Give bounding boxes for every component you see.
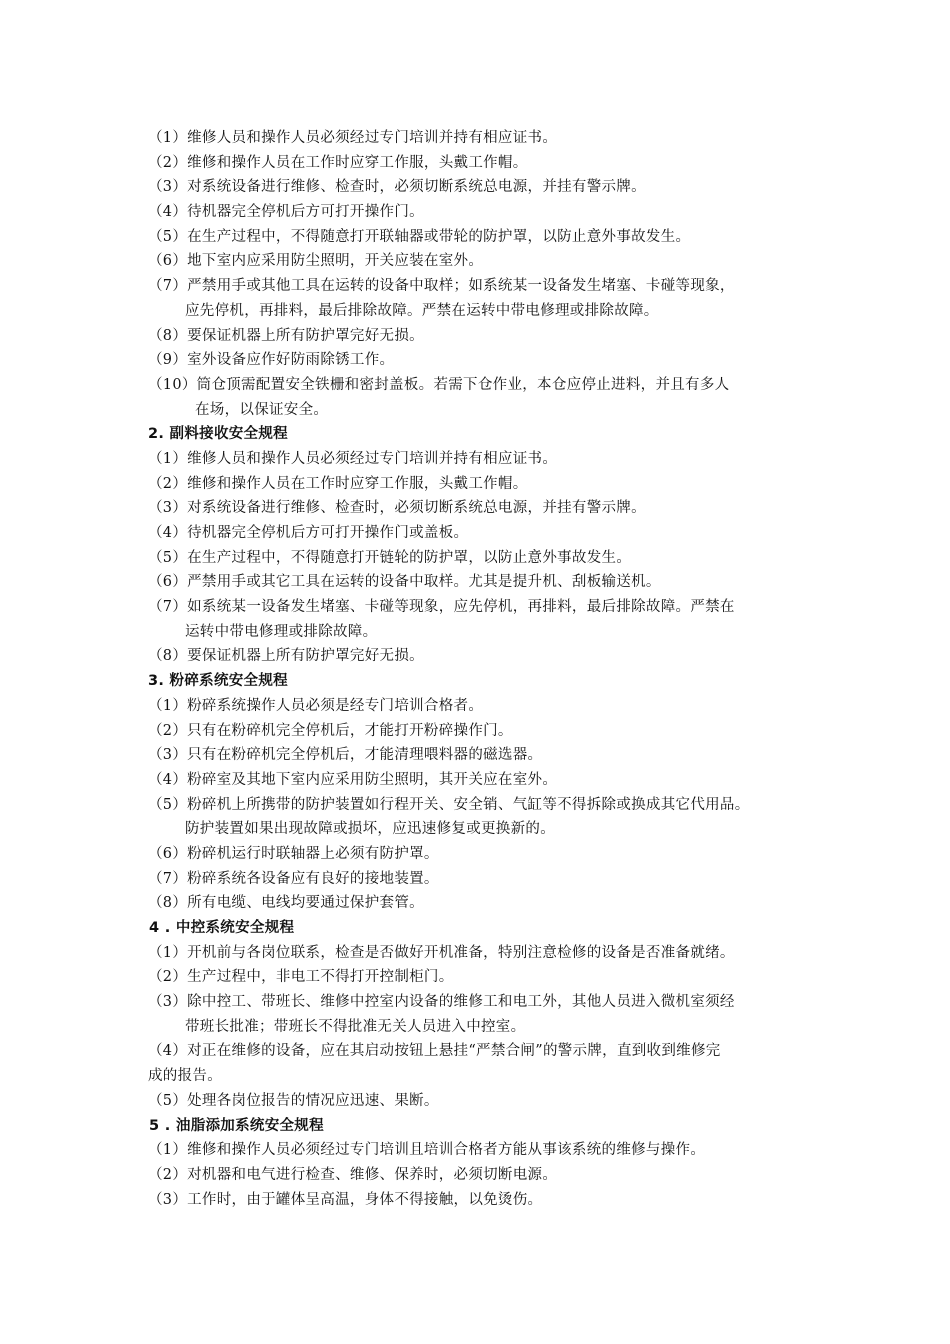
list-item: （4）对正在维修的设备，应在其启动按钮上悬挂“严禁合闸”的警示牌，直到收到维修完 [148, 1043, 721, 1060]
list-item: （2）只有在粉碎机完全停机后，才能打开粉碎操作门。 [148, 722, 513, 739]
list-item-continuation: 带班长批准；带班长不得批准无关人员进入中控室。 [185, 1018, 526, 1035]
list-item: （2）生产过程中，非电工不得打开控制柜门。 [148, 969, 454, 986]
list-item: （7）粉碎系统各设备应有良好的接地装置。 [148, 870, 439, 887]
list-item: （6）地下室内应采用防尘照明，开关应装在室外。 [148, 253, 484, 270]
list-item: （1）粉碎系统操作人员必须是经专门培训合格者。 [148, 697, 484, 714]
section-2-list [148, 447, 828, 669]
list-item: （5）在生产过程中，不得随意打开链轮的防护罩，以防止意外事故发生。 [148, 549, 632, 566]
list-item: （8）所有电缆、电线均要通过保护套管。 [148, 895, 424, 912]
section-3-list [148, 694, 828, 916]
list-item: （3）除中控工、带班长、维修中控室内设备的维修工和电工外，其他人员进入微机室须经 [148, 994, 735, 1011]
list-item-continuation: 防护装置如果出现故障或损坏，应迅速修复或更换新的。 [185, 821, 555, 838]
section-heading: 3. 粉碎系统安全规程 [148, 673, 288, 690]
list-item: （2）维修和操作人员在工作时应穿工作服，头戴工作帽。 [148, 475, 528, 492]
list-item: （1）维修和操作人员必须经过专门培训且培训合格者方能从事该系统的维修与操作。 [148, 1142, 706, 1159]
list-item-continuation: 成的报告。 [148, 1068, 222, 1085]
list-item: （1）开机前与各岗位联系，检查是否做好开机准备，特别注意检修的设备是否准备就绪。 [148, 944, 735, 961]
list-item: （1）维修人员和操作人员必须经过专门培训并持有相应证书。 [148, 130, 558, 146]
list-item: （3）对系统设备进行维修、检查时，必须切断系统总电源，并挂有警示牌。 [148, 179, 646, 196]
list-item: （3）对系统设备进行维修、检查时，必须切断系统总电源，并挂有警示牌。 [148, 500, 646, 517]
list-item: （1）维修人员和操作人员必须经过专门培训并持有相应证书。 [148, 450, 558, 467]
list-item: （2）维修和操作人员在工作时应穿工作服，头戴工作帽。 [148, 154, 528, 171]
list-item: （6）严禁用手或其它工具在运转的设备中取样。尤其是提升机、刮板输送机。 [148, 574, 661, 591]
section-1-list [148, 126, 828, 422]
list-item: （4）粉碎室及其地下室内应采用防尘照明，其开关应在室外。 [148, 771, 558, 788]
list-item: （5）粉碎机上所携带的防护装置如行程开关、安全销、气缸等不得拆除或换成其它代用品。 [148, 796, 750, 813]
section-4-list [148, 941, 828, 1114]
list-item: （6）粉碎机运行时联轴器上必须有防护罩。 [148, 845, 439, 862]
list-item: （8）要保证机器上所有防护罩完好无损。 [148, 648, 424, 665]
list-item: （2）对机器和电气进行检查、维修、保养时，必须切断电源。 [148, 1166, 558, 1183]
list-item-continuation: 应先停机，再排料，最后排除故障。严禁在运转中带电修理或排除故障。 [185, 302, 659, 319]
list-item: （4）待机器完全停机后方可打开操作门。 [148, 204, 424, 221]
section-heading: 4 . 中控系统安全规程 [149, 920, 295, 936]
list-item-continuation: 运转中带电修理或排除故障。 [185, 623, 378, 640]
list-item: （7）严禁用手或其他工具在运转的设备中取样；如系统某一设备发生堵塞、卡碰等现象， [148, 278, 735, 295]
section-5-list [148, 1138, 828, 1212]
list-item: （4）待机器完全停机后方可打开操作门或盖板。 [148, 525, 469, 541]
list-item: （7）如系统某一设备发生堵塞、卡碰等现象，应先停机，再排料，最后排除故障。严禁在 [148, 599, 735, 616]
list-item: （5）处理各岗位报告的情况应迅速、果断。 [148, 1092, 439, 1109]
list-item: （8）要保证机器上所有防护罩完好无损。 [148, 327, 424, 344]
list-item-continuation: 在场，以保证安全。 [195, 401, 329, 418]
document-body [148, 126, 828, 1212]
section-heading: 2. 副料接收安全规程 [148, 426, 288, 443]
list-item: （3）只有在粉碎机完全停机后，才能清理喂料器的磁选器。 [148, 747, 543, 764]
list-item: （9）室外设备应作好防雨除锈工作。 [148, 352, 395, 369]
section-heading: 5 . 油脂添加系统安全规程 [149, 1117, 324, 1134]
list-item: （10）筒仓顶需配置安全铁栅和密封盖板。若需下仓作业，本仓应停止进料，并且有多人 [148, 376, 730, 393]
list-item: （5）在生产过程中，不得随意打开联轴器或带轮的防护罩，以防止意外事故发生。 [148, 228, 691, 245]
list-item: （3）工作时，由于罐体呈高温，身体不得接触，以免烫伤。 [148, 1191, 543, 1208]
